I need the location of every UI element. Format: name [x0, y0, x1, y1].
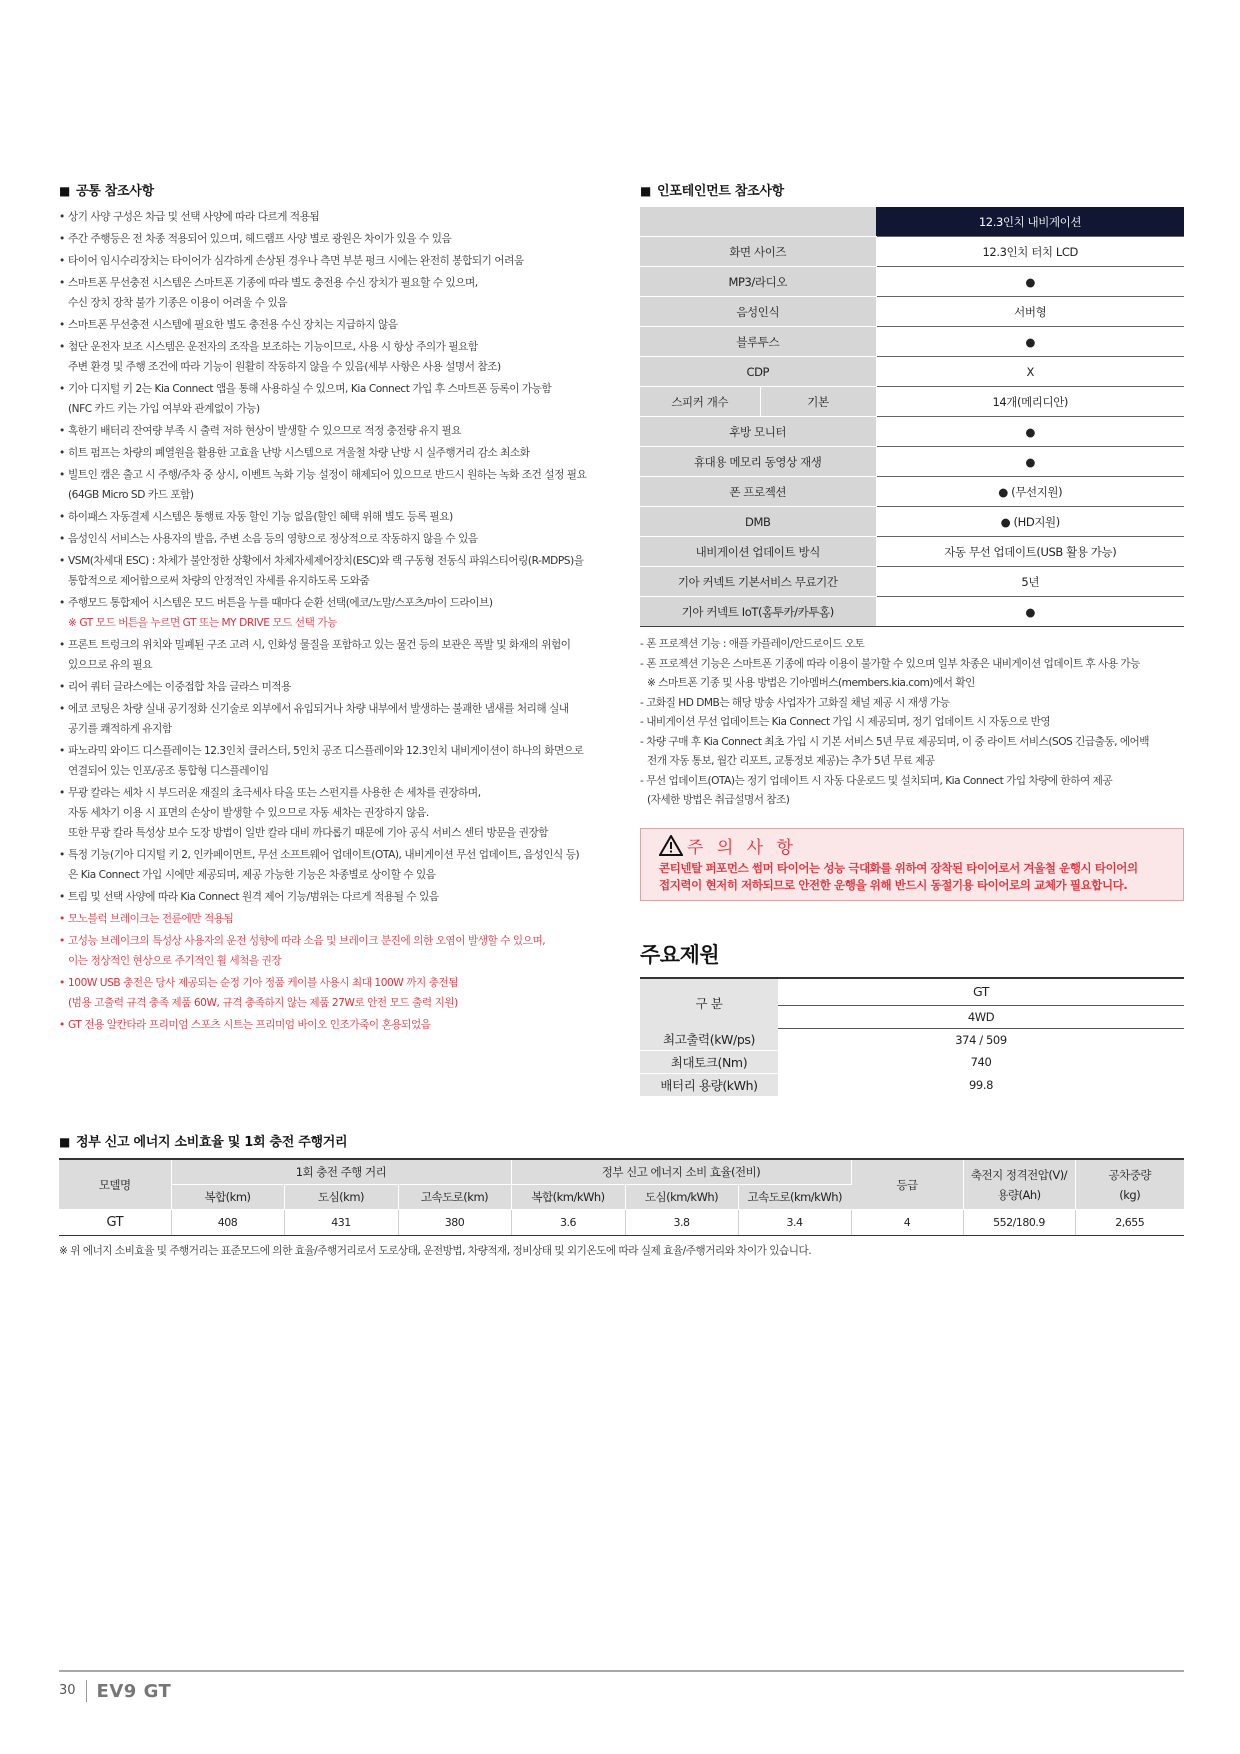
common-note-item: • 기아 디지털 키 2는 Kia Connect 앱을 통해 사용하실 수 있으며, Kia Connect 가입 후 스마트폰 등록이 가능함 (NFC 카드 키는 가입 여부와 관계없이 가능) [59, 379, 614, 419]
infotainment-row-label: 폰 프로젝션 [640, 477, 876, 507]
infotainment-row-value: 12.3인치 터치 LCD [876, 237, 1184, 267]
common-notes-section [59, 180, 614, 1037]
energy-h-battery: 축전지 정격전압(V)/ 용량(Ah) [963, 1159, 1075, 1210]
infotainment-row-label: 후방 모니터 [640, 417, 876, 447]
specs-row-value: 740 [970, 1055, 992, 1069]
common-note-item: • GT 전용 알칸타라 프리미엄 스포츠 시트는 프리미엄 바이오 인조가죽이 혼용되었음 [59, 1015, 614, 1035]
energy-data-row [59, 1210, 1184, 1236]
infotainment-row-label: 화면 사이즈 [640, 237, 876, 267]
specs-row-label: 배터리 용량(kWh) [640, 1074, 778, 1097]
model-name: EV9 GT [96, 1680, 172, 1702]
page-footer [59, 1670, 1184, 1702]
warning-icon [659, 835, 683, 856]
common-note-item: • 빌트인 캠은 출고 시 주행/주차 중 상시, 이벤트 녹화 기능 설정이 해제되어 있으므로 반드시 원하는 녹화 조건 설정 필요 (64GB Micro SD 카드 포함) [59, 465, 614, 505]
infotainment-notes [640, 635, 1184, 811]
common-note-item: • 주행모드 통합제어 시스템은 모드 버튼을 누를 때마다 순환 선택(에코/노말/스포츠/마이 드라이브) [59, 593, 614, 613]
infotainment-row-sublabel: 기본 [760, 387, 876, 417]
energy-model: GT [59, 1210, 171, 1236]
common-note-item: • 에코 코팅은 차량 실내 공기정화 신기술로 외부에서 유입되거나 차량 내부에서 발생하는 불괘한 냄새를 처리해 실내 공기를 쾌적하게 유지함 [59, 699, 614, 739]
infotainment-row-value: ● [876, 327, 1184, 357]
infotainment-table [640, 207, 1184, 627]
infotainment-note: - 폰 프로젝션 기능은 스마트폰 기종에 따라 이용이 불가할 수 있으며 일부 차종은 내비게이션 업데이트 후 사용 가능 ※ 스마트폰 기종 및 사용 방법은 기아멤버스(members.kia.com)에서 확인 [640, 657, 1140, 689]
infotainment-section [640, 180, 1184, 1097]
infotainment-row-value: 서버형 [876, 297, 1184, 327]
common-note-item: • 하이패스 자동결제 시스템은 통행료 자동 할인 기능 없음(할인 혜택 위해 별도 등록 필요) [59, 507, 614, 527]
common-note-item: • 스마트폰 무선충전 시스템에 필요한 별도 충전용 수신 장치는 지급하지 않음 [59, 315, 614, 335]
caution-text: 콘티넨탈 퍼포먼스 썸머 타이어는 성능 극대화를 위하여 장착된 타이어로서 겨울철 운행시 타이어의 접지력이 현저히 저하되므로 안전한 운행을 위해 반드시 동절기용 타이어로의 교체가 필요합니다. [659, 860, 1138, 892]
energy-city-eff: 3.8 [625, 1210, 738, 1236]
infotainment-row-label: 휴대용 메모리 동영상 재생 [640, 447, 876, 477]
infotainment-row-label: 블루투스 [640, 327, 876, 357]
infotainment-row-value: 5년 [876, 567, 1184, 597]
common-note-item: • 음성인식 서비스는 사용자의 발음, 주변 소음 등의 영향으로 정상적으로 작동하지 않을 수 있음 [59, 529, 614, 549]
energy-highway-km: 380 [398, 1210, 511, 1236]
infotainment-title: ■ 인포테인먼트 참조사항 [640, 180, 1184, 199]
common-note-item: • 상기 사양 구성은 차급 및 선택 사양에 따라 다르게 적용됨 [59, 207, 614, 227]
specs-header-row [640, 978, 1184, 1006]
footer-divider [59, 1670, 1184, 1672]
infotainment-row [640, 477, 1184, 507]
infotainment-row [640, 417, 1184, 447]
infotainment-row-value: ● [876, 267, 1184, 297]
infotainment-row [640, 597, 1184, 627]
infotainment-note: - 무선 업데이트(OTA)는 정기 업데이트 시 자동 다운로드 및 설치되며, Kia Connect 가입 차량에 한하여 제공 (자세한 방법은 취급설명서 참조) [640, 774, 1113, 806]
infotainment-note: - 고화질 HD DMB는 해당 방송 사업자가 고화질 채널 제공 시 재생 가능 [640, 696, 950, 709]
energy-combined-eff: 3.6 [511, 1210, 625, 1236]
specs-title: 주요제원 [640, 942, 720, 967]
infotainment-row-label: DMB [640, 507, 876, 537]
energy-h-grade: 등급 [851, 1159, 963, 1210]
page-number: 30 [59, 1680, 87, 1702]
specs-row [640, 1028, 1184, 1051]
specs-row [640, 1074, 1184, 1097]
infotainment-header-row [640, 207, 1184, 237]
common-note-item: • 히트 펌프는 차량의 폐열원을 활용한 고효율 난방 시스템으로 겨울철 차량 난방 시 실주행거리 감소 최소화 [59, 443, 614, 463]
infotainment-row-value: 자동 무선 업데이트(USB 활용 가능) [876, 537, 1184, 567]
energy-h-combined-km: 복합(km) [171, 1185, 284, 1210]
common-note-item: • 주간 주행등은 전 차종 적용되어 있으며, 헤드램프 사양 별로 광원은 차이가 있을 수 있음 [59, 229, 614, 249]
infotainment-row-label: MP3/라디오 [640, 267, 876, 297]
common-note-subitem: ※ GT 모드 버튼을 누르면 GT 또는 MY DRIVE 모드 선택 가능 [68, 617, 337, 629]
energy-h-range: 1회 충전 주행 거리 [171, 1159, 511, 1185]
common-note-item: • 리어 쿼터 글라스에는 이중접합 차음 글라스 미적용 [59, 677, 614, 697]
energy-h-efficiency: 정부 신고 에너지 소비 효율(전비) [511, 1159, 851, 1185]
infotainment-note: - 차량 구매 후 Kia Connect 최초 가입 시 기본 서비스 5년 무료 제공되며, 이 중 라이트 서비스(SOS 긴급출동, 에어백 전개 자동 통보, 월간 리포트, 교통정보 제공)는 추가 5년 무료 제공 [640, 735, 1150, 767]
caution-box [640, 828, 1184, 901]
common-note-item: • 타이어 임시수리장치는 타이어가 심각하게 손상된 경우나 측면 부분 펑크 시에는 완전히 봉합되기 어려움 [59, 251, 614, 271]
specs-row-value: 374 / 509 [955, 1032, 1007, 1047]
infotainment-row-value: 14개(메리디안) [876, 387, 1184, 417]
infotainment-row [640, 387, 1184, 417]
infotainment-row-value: ● (HD지원) [876, 507, 1184, 537]
infotainment-row [640, 297, 1184, 327]
specs-drive: 4WD [778, 1005, 1184, 1028]
infotainment-row-value: ● [876, 417, 1184, 447]
infotainment-row-label: 음성인식 [640, 297, 876, 327]
infotainment-row-label: 기아 커넥트 IoT(홈투카/카투홈) [640, 597, 876, 627]
header-blank-cell [640, 207, 876, 237]
specs-row-label: 최대토크(Nm) [640, 1051, 778, 1074]
caution-title: 주 의 사 항 [687, 837, 797, 858]
infotainment-row [640, 447, 1184, 477]
specs-table [640, 977, 1184, 1098]
common-note-item: • 프론트 트렁크의 위치와 밀폐된 구조 고려 시, 인화성 물질을 포함하고 있는 물건 등의 보관은 폭발 및 화재의 위험이 있으므로 유의 필요 [59, 635, 614, 675]
energy-section [59, 1131, 1184, 1258]
energy-h-highway-km: 고속도로(km) [398, 1185, 511, 1210]
energy-battery: 552/180.9 [963, 1210, 1075, 1236]
infotainment-row-value: ● (무선지원) [876, 477, 1184, 507]
specs-row-value: 99.8 [968, 1078, 993, 1092]
common-note-item: • 트림 및 선택 사양에 따라 Kia Connect 원격 제어 기능/범위는 다르게 적용될 수 있음 [59, 887, 614, 907]
infotainment-row [640, 267, 1184, 297]
infotainment-row-value: ● [876, 447, 1184, 477]
specs-row [640, 1051, 1184, 1074]
infotainment-row [640, 567, 1184, 597]
energy-h-model: 모델명 [59, 1159, 171, 1210]
energy-h-city-eff: 도심(km/kWh) [625, 1185, 738, 1210]
infotainment-row-label: 내비게이션 업데이트 방식 [640, 537, 876, 567]
energy-h-weight: 공차중량 (kg) [1075, 1159, 1184, 1210]
infotainment-row-value: ● [876, 597, 1184, 627]
energy-combined-km: 408 [171, 1210, 284, 1236]
infotainment-row [640, 357, 1184, 387]
energy-city-km: 431 [284, 1210, 398, 1236]
infotainment-row-label: CDP [640, 357, 876, 387]
infotainment-note: - 폰 프로젝션 기능 : 애플 카플레이/안드로이드 오토 [640, 638, 865, 650]
energy-grade: 4 [851, 1210, 963, 1236]
common-note-item: • 모노블럭 브레이크는 전륜에만 적용됨 [59, 909, 614, 929]
infotainment-note: - 내비게이션 무선 업데이트는 Kia Connect 가입 시 제공되며, 정기 업데이트 시 자동으로 반영 [640, 716, 1051, 728]
energy-table [59, 1158, 1184, 1236]
column-header-navigation: 12.3인치 내비게이션 [876, 207, 1184, 237]
energy-header-row-1 [59, 1159, 1184, 1185]
common-note-item: • 스마트폰 무선충전 시스템은 스마트폰 기종에 따라 별도 충전용 수신 장치가 필요할 수 있으며, 수신 장치 장착 불가 기종은 이용이 어려울 수 있음 [59, 273, 614, 313]
common-note-item: • 고성능 브레이크의 특성상 사용자의 운전 성향에 따라 소음 및 브레이크 분진에 의한 오염이 발생할 수 있으며, 이는 정상적인 현상으로 주기적인 휠 세척을 권장 [59, 931, 614, 971]
common-note-item: • 무광 칼라는 세차 시 부드러운 재질의 초극세사 타올 또는 스펀지를 사용한 손 세차를 권장하며, 자동 세차기 이용 시 표면의 손상이 발생할 수 있으므로 자동 세차는 권장하지 않음. 또한 무광 칼라 특성상 보수 도장 방법이 일반 칼라 대비 까다롭기 때문에 기아 공식 서비스 센터 방문을 권장함 [59, 783, 614, 843]
common-note-item: • 혹한기 배터리 잔여량 부족 시 출력 저하 현상이 발생할 수 있으므로 적정 충전량 유지 필요 [59, 421, 614, 441]
energy-highway-eff: 3.4 [738, 1210, 851, 1236]
specs-header-label: 구 분 [640, 978, 778, 1029]
common-note-item: • 첨단 운전자 보조 시스템은 운전자의 조작을 보조하는 기능이므로, 사용 시 항상 주의가 필요함 주변 환경 및 주행 조건에 따라 기능이 원활히 작동하지 않을 수 있음(세부 사항은 사용 설명서 참조) [59, 337, 614, 377]
infotainment-row-value: X [876, 357, 1184, 387]
common-note-item: • 파노라믹 와이드 디스플레이는 12.3인치 클러스터, 5인치 공조 디스플레이와 12.3인치 내비게이션이 하나의 화면으로 연결되어 있는 인포/공조 통합형 디스플레이임 [59, 741, 614, 781]
energy-title: ■ 정부 신고 에너지 소비효율 및 1회 충전 주행거리 [59, 1131, 1184, 1150]
infotainment-row [640, 507, 1184, 537]
common-notes-title: ■ 공통 참조사항 [59, 180, 614, 199]
common-notes-list [59, 207, 614, 1035]
infotainment-row-label: 기아 커넥트 기본서비스 무료기간 [640, 567, 876, 597]
energy-weight: 2,655 [1075, 1210, 1184, 1236]
infotainment-row [640, 237, 1184, 267]
common-note-item: • VSM(차세대 ESC) : 차체가 불안정한 상황에서 차체자세제어장치(ESC)와 랙 구동형 전동식 파워스티어링(R-MDPS)을 통합적으로 제어함으로써 차량의 안정적인 자세를 유지하도록 도와줌 [59, 551, 614, 591]
infotainment-row-label: 스피커 개수 [640, 387, 760, 417]
energy-h-combined-eff: 복합(km/kWh) [511, 1185, 625, 1210]
specs-row-label: 최고출력(kW/ps) [640, 1028, 778, 1051]
specs-model: GT [778, 978, 1184, 1006]
energy-h-highway-eff: 고속도로(km/kWh) [738, 1185, 851, 1210]
energy-h-city-km: 도심(km) [284, 1185, 398, 1210]
energy-footnote: ※ 위 에너지 소비효율 및 주행거리는 표준모드에 의한 효율/주행거리로서 도로상태, 운전방법, 차량적재, 정비상태 및 외기온도에 따라 실제 효율/주행거리와 차이가 있습니다. [59, 1245, 812, 1257]
common-note-item: • 100W USB 충전은 당사 제공되는 순정 기아 정품 케이블 사용시 최대 100W 까지 충전됨 (범용 고출력 규격 충족 제품 60W, 규격 충족하지 않는 제품 27W로 안전 모드 출력 지원) [59, 973, 614, 1013]
infotainment-row [640, 537, 1184, 567]
common-note-item: • 특정 기능(기아 디지털 키 2, 인카페이먼트, 무선 소프트웨어 업데이트(OTA), 내비게이션 무선 업데이트, 음성인식 등) 은 Kia Connect 가입 시에만 제공되며, 제공 가능한 기능은 차종별로 상이할 수 있음 [59, 845, 614, 885]
infotainment-row [640, 327, 1184, 357]
